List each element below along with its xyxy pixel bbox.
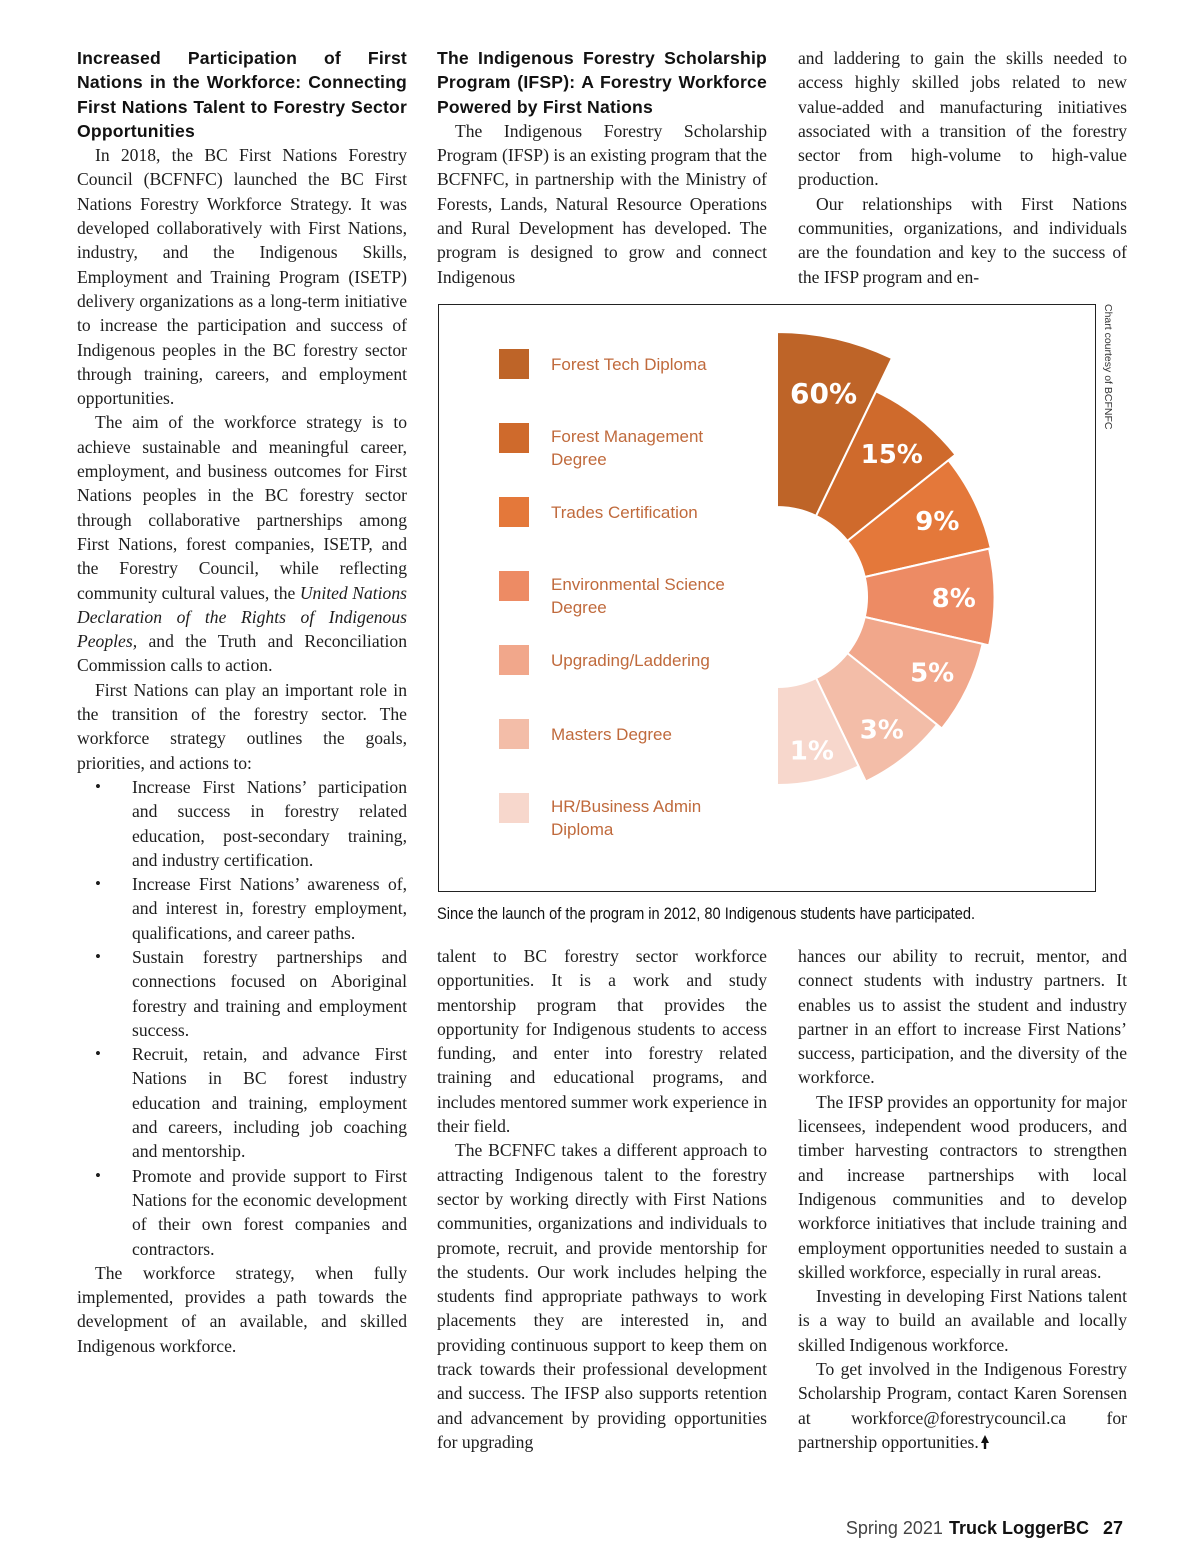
column-2-top: [437, 46, 767, 289]
slice-value-label: 5%: [910, 658, 955, 689]
slice-value-label: 3%: [859, 715, 904, 746]
legend-swatch: [499, 497, 529, 527]
legend-swatch: [499, 719, 529, 749]
paragraph: The BCFNFC takes a different approach to attracting Indigenous talent to the forestry sector by working directly with First Nations communities, organizations and individuals to promote, recruit, and provide mentorship for the students. Our work includes helping the students find appropriate pathways to work placements they are interested in, and providing continuous support to keep them on track towards their professional development and success. The IFSP also supports retention and advancement by providing opportunities for upgrading: [437, 1140, 767, 1452]
legend-label: HR/Business Admin Diploma: [551, 797, 702, 839]
italic-title: United Nations Declaration of the Rights of Indigenous Peoples,: [77, 582, 407, 652]
column-3-top: [798, 46, 1127, 289]
list-item: • Promote and provide support to First Nations for the economic development of their own forest companies and contractors.: [77, 1164, 407, 1261]
column-1: [77, 46, 407, 1358]
program-distribution-chart: [439, 305, 1095, 891]
legend-swatch: [499, 571, 529, 601]
paragraph: and laddering to gain the skills needed to access highly skilled jobs related to new value-added and manufacturing initiatives associated with a transition of the forestry sector from high-volume to high-value production.: [798, 48, 1127, 190]
paragraph: The IFSP provides an opportunity for major licensees, independent wood producers, and timber harvesting contractors to strengthen and increase partnerships with local Indigenous communities and to develop workforce initiatives that include training and employment opportunities needed to sustain a skilled workforce, especially in rural areas.: [798, 1091, 1127, 1282]
list-item: • Increase First Nations’ participation and success in forestry related education, post-secondary training, and industry certification.: [77, 775, 407, 872]
list-item: • Increase First Nations’ awareness of, and interest in, forestry employment, qualifications, and career paths.: [77, 872, 407, 945]
page-footer: [846, 1518, 1123, 1539]
legend-label: Forest Tech Diploma: [551, 355, 707, 374]
paragraph: The workforce strategy, when fully implemented, provides a path towards the development of an available, and skilled Indigenous workforce.: [77, 1262, 407, 1356]
legend-label: Environmental Science Degree: [551, 575, 725, 617]
paragraph-text: To get involved in the Indigenous Forestry Scholarship Program, contact Karen Sorensen at workforce@forestrycouncil.ca for partnership opportunities.: [798, 1359, 1127, 1452]
paragraph: Our relationships with First Nations communities, organizations, and individuals are the foundation and key to the success of the IFSP program and en-: [798, 193, 1127, 287]
paragraph: In 2018, the BC First Nations Forestry Council (BCFNFC) launched the BC First Nations Forestry Workforce Strategy. It was developed collaboratively with First Nations, industry, and the Indigenous Skills, Employment and Training Program (ISETP) delivery organizations as a long-term initiative to increase the participation and success of Indigenous peoples in the BC forestry sector through training, careers, and employment opportunities.: [77, 145, 407, 409]
paragraph-text: The aim of the workforce strategy is to achieve sustainable and meaningful career, employment, and business outcomes for First Nations peoples in the BC forestry sector through collaborative partnerships among First Nations, forest companies, ISETP, and the Forestry Council, while reflecting community cultural values, the: [77, 412, 407, 603]
paragraph: hances our ability to recruit, mentor, and connect students with industry partners. It enables us to assist the student and industry partner in an effort to increase First Nations’ success, participation, and the diversity of the workforce.: [798, 946, 1127, 1088]
paragraph: [798, 1357, 1127, 1454]
slice-value-label: 60%: [789, 377, 858, 411]
column-3-bottom: [798, 944, 1127, 1454]
paragraph: The Indigenous Forestry Scholarship Program (IFSP) is an existing program that the BCFNFC, in partnership with the Ministry of Forests, Lands, Natural Resource Operations and Rural Development has developed. The program is designed to grow and connect Indigenous: [437, 120, 767, 287]
legend-label: Forest Management Degree: [551, 427, 704, 469]
column-2-bottom: [437, 944, 767, 1454]
legend-swatch: [499, 423, 529, 453]
section-heading-workforce: Increased Participation of First Nations in the Workforce: Connecting First Nations Talent to Forestry Sector Opportunities: [77, 48, 407, 141]
slice-value-label: 8%: [931, 584, 976, 614]
legend-swatch: [499, 793, 529, 823]
list-item: • Sustain forestry partnerships and connections focused on Aboriginal forestry and training and employment success.: [77, 945, 407, 1042]
paragraph-text: and the Truth and Reconciliation Commission calls to action.: [77, 631, 407, 676]
paragraph: talent to BC forestry sector workforce opportunities. It is a work and study mentorship program that provides the opportunity for Indigenous students to access funding, and enter into forestry related training and educational programs, and includes mentored summer work experience in their field.: [437, 946, 767, 1137]
chart-credit: Chart courtesy of BCFNFC: [1102, 304, 1114, 430]
paragraph: Investing in developing First Nations talent is a way to build an available and locally skilled Indigenous workforce.: [798, 1286, 1127, 1355]
legend-label: Upgrading/Laddering: [551, 651, 710, 670]
paragraph: First Nations can play an important role in the transition of the forestry sector. The workforce strategy outlines the goals, priorities, and actions to:: [77, 679, 407, 773]
goals-list: [77, 775, 407, 1261]
tree-end-mark-icon: [980, 1435, 990, 1449]
slice-value-label: 1%: [789, 736, 834, 767]
legend-label: Trades Certification: [551, 503, 698, 522]
page-number: 27: [1102, 1518, 1123, 1538]
legend-swatch: [499, 349, 529, 379]
chart-caption: Since the launch of the program in 2012, 80 Indigenous students have participated.: [437, 904, 976, 923]
section-heading-ifsp: The Indigenous Forestry Scholarship Program (IFSP): A Forestry Workforce Powered by First Nations: [437, 48, 767, 117]
issue-season: Spring 2021: [845, 1518, 943, 1538]
chart-frame: [438, 304, 1096, 892]
slice-value-label: 9%: [915, 506, 960, 537]
magazine-name: Truck LoggerBC: [948, 1518, 1089, 1538]
list-item: • Recruit, retain, and advance First Nations in BC forest industry education and training, employment and careers, including job coaching and mentorship.: [77, 1042, 407, 1163]
legend-label: Masters Degree: [551, 725, 672, 744]
legend-swatch: [499, 645, 529, 675]
paragraph: [77, 410, 407, 677]
slice-value-label: 15%: [860, 440, 923, 471]
